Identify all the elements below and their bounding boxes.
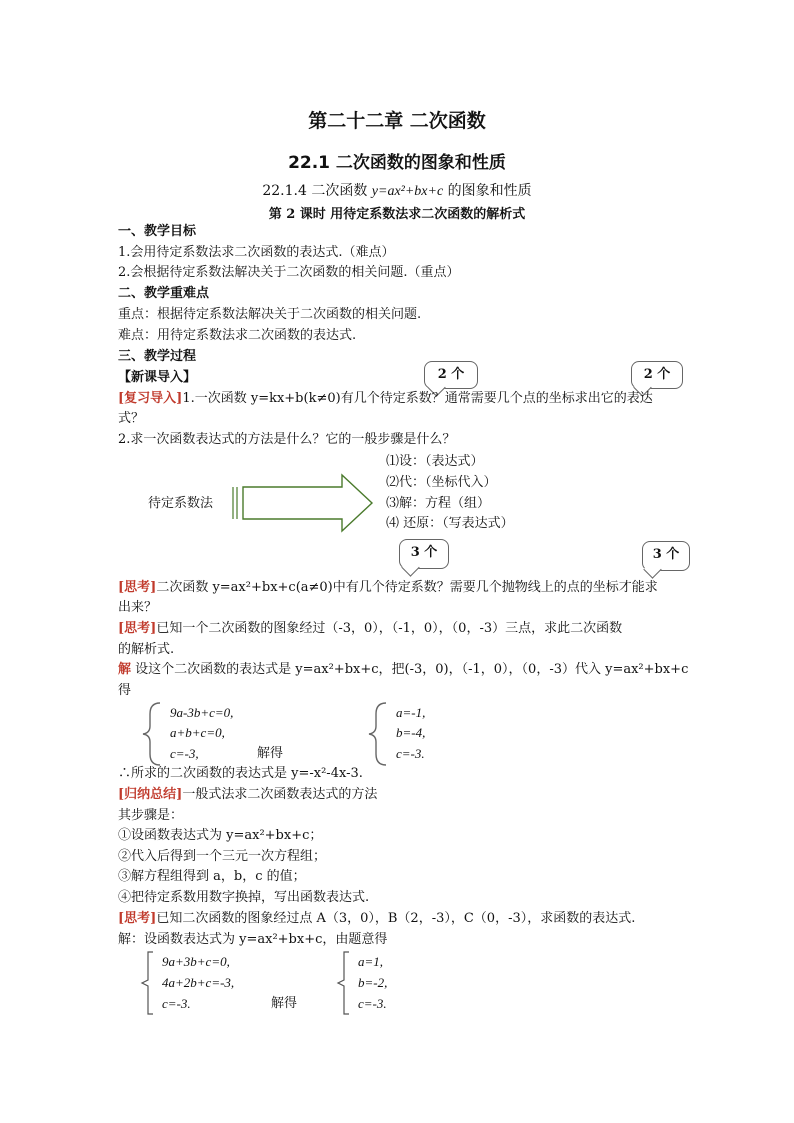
callout-3-a: 3 个: [399, 539, 449, 569]
step-item: ①设函数表达式为 y=ax²+bx+c；: [118, 828, 323, 843]
equation: 4a+2b+c=-3,: [162, 975, 235, 990]
arrow-icon: [230, 472, 375, 534]
result: c=-3.: [358, 996, 387, 1011]
result: b=-2,: [358, 975, 388, 990]
equation: c=-3,: [170, 746, 199, 761]
goal-item: 1.会用待定系数法求二次函数的表达式.（难点）: [118, 245, 395, 260]
think2-cont: 的解析式.: [118, 642, 175, 657]
review-q2: 2.求一次函数表达式的方法是什么？它的一般步骤是什么？: [118, 432, 456, 447]
lesson-title: 第 2 课时 用待定系数法求二次函数的解析式: [268, 207, 526, 222]
equation: c=-3.: [162, 996, 191, 1011]
review-q1-cont: 式？: [118, 411, 145, 426]
method-step: ⑴设：（表达式）: [386, 454, 484, 469]
result: c=-3.: [396, 746, 425, 761]
result: a=-1,: [396, 705, 426, 720]
left-brace-icon: [140, 700, 166, 768]
process-heading: 三、教学过程: [118, 349, 197, 364]
think1-cont: 出来？: [118, 600, 158, 615]
equation: a+b+c=0,: [170, 725, 225, 740]
method-step: ⑵代：（坐标代入）: [386, 475, 497, 490]
keypoint-item: 重点：根据待定系数法解决关于二次函数的相关问题.: [118, 307, 422, 322]
intro-heading: 【新课导入】: [118, 370, 197, 385]
solve-label: 解得: [271, 996, 298, 1011]
review-q1: [复习导入]1.一次函数 y=kx+b(k≠0)有几个待定系数？通常需要几个点的坐标求出它的表达: [118, 391, 653, 406]
method-label: 待定系数法: [148, 496, 214, 511]
step-item: ②代入后得到一个三元一次方程组；: [118, 849, 327, 864]
solution: 解 设这个二次函数的表达式是 y=ax²+bx+c，把(-3，0)，（-1，0），（0，-3）代入 y=ax²+bx+c: [118, 662, 689, 677]
think3: [思考]已知二次函数的图象经过点 A（3，0），B（2，-3），C（0，-3），求函数的表达式.: [118, 911, 636, 926]
left-bracket-icon: [140, 950, 156, 1016]
keypoint-item: 难点：用待定系数法求二次函数的表达式.: [118, 328, 357, 343]
goals-heading: 一、教学目标: [118, 224, 197, 239]
goal-item: 2.会根据待定系数法解决关于二次函数的相关问题.（重点）: [118, 265, 460, 280]
subsection-title: 22.1.4 二次函数 y=ax²+bx+c 的图象和性质: [262, 183, 532, 199]
solution-cont: 得: [118, 683, 132, 698]
step-item: ④把待定系数用数字换掉，写出函数表达式.: [118, 890, 370, 905]
keypoints-heading: 二、教学重难点: [118, 286, 210, 301]
callout-2-a: 2 个: [424, 361, 478, 389]
method-step: ⑷ 还原：（写表达式）: [386, 516, 514, 531]
think1: [思考]二次函数 y=ax²+bx+c(a≠0)中有几个待定系数？需要几个抛物线上的点的坐标才能求: [118, 580, 658, 595]
think2: [思考]已知一个二次函数的图象经过（-3，0），（-1，0），（0，-3）三点，求此二次函数: [118, 621, 623, 636]
method-step: ⑶解：方程（组）: [386, 496, 491, 511]
solve-label: 解得: [257, 746, 284, 761]
solution2: 解：设函数表达式为 y=ax²+bx+c，由题意得: [118, 932, 388, 947]
summary: [归纳总结]一般式法求二次函数表达式的方法: [118, 787, 378, 802]
result: b=-4,: [396, 725, 426, 740]
left-brace-icon: [366, 700, 392, 768]
callout-3-b: 3 个: [642, 541, 690, 571]
equation: 9a+3b+c=0,: [162, 954, 230, 969]
chapter-title: 第二十二章 二次函数: [308, 110, 486, 132]
equation: 9a-3b+c=0,: [170, 705, 234, 720]
result: a=1,: [358, 954, 384, 969]
callout-2-b: 2 个: [631, 361, 683, 389]
steps-title: 其步骤是：: [118, 808, 184, 823]
section-title: 22.1 二次函数的图象和性质: [288, 153, 506, 173]
conclusion: ∴所求的二次函数的表达式是 y=-x²-4x-3.: [118, 766, 363, 781]
step-item: ③解方程组得到 a，b，c 的值；: [118, 869, 306, 884]
left-bracket-icon: [336, 950, 352, 1016]
